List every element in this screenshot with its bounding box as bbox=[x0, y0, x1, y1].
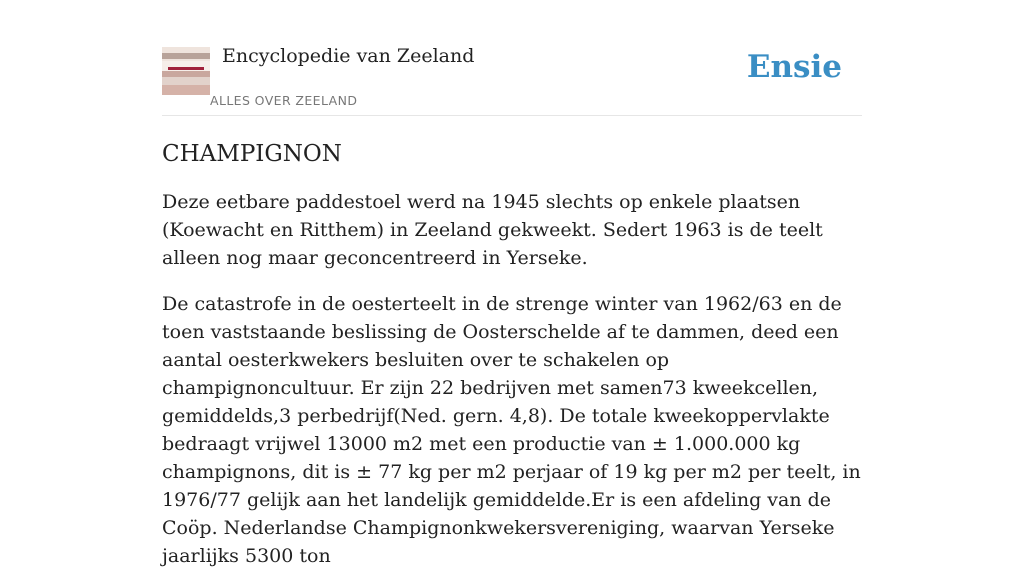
article-paragraph: De catastrofe in de oesterteelt in de strenge winter van 1962/63 en de toen vaststaande beslissing de Oosterschelde af te dammen, deed een aantal oesterkwekers besluiten over te schakelen op champignoncultuur. Er zijn 22 bedrijven met samen73 kweekcellen, gemiddelds,3 perbedrijf(Ned. gern. 4,8). De totale kweekoppervlakte bedraagt vrijwel 13000 m2 met een productie van ± 1.000.000 kg champignons, dit is ± 77 kg per m2 perjaar of 19 kg per m2 per teelt, in 1976/77 gelijk aan het landelijk gemiddelde.Er is een afdeling van de Coöp. Nederlandse Champignonkwekersvereniging, waarvan Yerseke jaarlijks 5300 ton bbox=[162, 293, 861, 567]
article-paragraph: Deze eetbare paddestoel werd na 1945 slechts op enkele plaatsen (Koewacht en Ritthem) in Zeeland gekweekt. Sedert 1963 is de teelt alleen nog maar geconcentreerd in Yerseke. bbox=[162, 191, 823, 269]
site-title[interactable]: Encyclopedie van Zeeland bbox=[222, 45, 475, 67]
article-title: CHAMPIGNON bbox=[162, 141, 342, 167]
site-header bbox=[162, 0, 862, 116]
brand-logo[interactable]: Ensie bbox=[746, 49, 842, 85]
article bbox=[162, 138, 862, 588]
site-subtitle: ALLES OVER ZEELAND bbox=[210, 93, 358, 108]
site-logo-icon[interactable] bbox=[162, 47, 210, 95]
